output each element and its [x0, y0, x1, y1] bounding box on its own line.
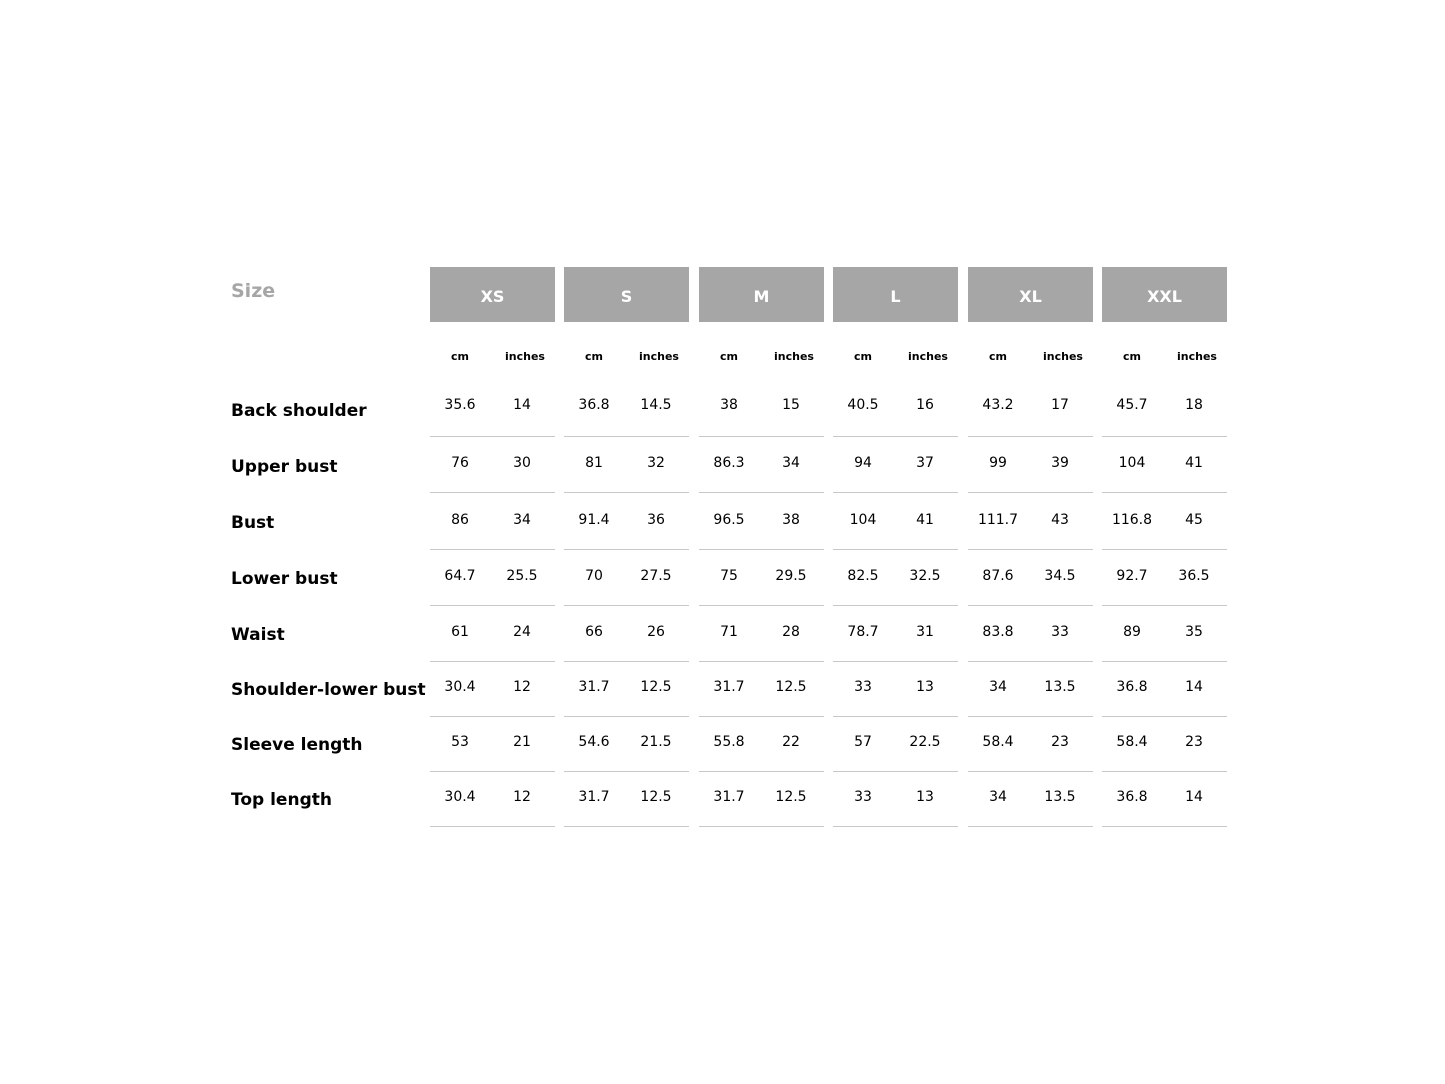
cell-inches: 31	[916, 624, 934, 640]
cell-cm: 104	[1118, 455, 1146, 471]
unit-label-cm: cm	[989, 350, 1007, 363]
cell-inches: 13	[916, 789, 934, 805]
cell-inches: 23	[1051, 734, 1069, 750]
cell-inches: 12.5	[775, 679, 807, 695]
cell-cm: 87.6	[982, 568, 1014, 584]
cell-cm: 86.3	[713, 455, 745, 471]
cell-inches: 12.5	[775, 789, 807, 805]
row-divider	[968, 826, 1093, 827]
cell-inches: 14	[1185, 789, 1203, 805]
cell-cm: 91.4	[578, 512, 610, 528]
row-divider	[833, 436, 958, 437]
cell-cm: 40.5	[847, 397, 879, 413]
size-header-xl: XL	[968, 267, 1093, 322]
cell-cm: 53	[451, 734, 469, 750]
row-divider	[699, 605, 824, 606]
cell-cm: 83.8	[982, 624, 1014, 640]
cell-inches: 24	[513, 624, 531, 640]
cell-inches: 21.5	[640, 734, 672, 750]
unit-label-inches: inches	[639, 350, 679, 363]
row-label: Lower bust	[231, 569, 338, 589]
cell-cm: 86	[451, 512, 469, 528]
cell-inches: 16	[916, 397, 934, 413]
cell-cm: 76	[451, 455, 469, 471]
cell-inches: 43	[1051, 512, 1069, 528]
cell-inches: 12	[513, 789, 531, 805]
row-divider	[430, 716, 555, 717]
cell-cm: 55.8	[713, 734, 745, 750]
cell-inches: 23	[1185, 734, 1203, 750]
cell-cm: 99	[989, 455, 1007, 471]
cell-inches: 33	[1051, 624, 1069, 640]
row-divider	[833, 549, 958, 550]
cell-cm: 31.7	[713, 679, 745, 695]
row-divider	[833, 605, 958, 606]
row-divider	[430, 771, 555, 772]
size-header-l: L	[833, 267, 958, 322]
size-header-xxl: XXL	[1102, 267, 1227, 322]
row-divider	[564, 492, 689, 493]
cell-inches: 26	[647, 624, 665, 640]
cell-cm: 30.4	[444, 679, 476, 695]
unit-label-cm: cm	[585, 350, 603, 363]
row-divider	[833, 771, 958, 772]
cell-inches: 29.5	[775, 568, 807, 584]
row-divider	[564, 436, 689, 437]
unit-label-inches: inches	[1177, 350, 1217, 363]
cell-inches: 41	[916, 512, 934, 528]
cell-cm: 58.4	[1116, 734, 1148, 750]
cell-inches: 34	[513, 512, 531, 528]
cell-cm: 64.7	[444, 568, 476, 584]
cell-inches: 41	[1185, 455, 1203, 471]
cell-cm: 96.5	[713, 512, 745, 528]
cell-inches: 28	[782, 624, 800, 640]
unit-label-inches: inches	[1043, 350, 1083, 363]
row-divider	[699, 826, 824, 827]
unit-label-cm: cm	[854, 350, 872, 363]
row-divider	[564, 826, 689, 827]
unit-label-inches: inches	[908, 350, 948, 363]
cell-cm: 57	[854, 734, 872, 750]
cell-inches: 17	[1051, 397, 1069, 413]
size-title: Size	[231, 280, 276, 302]
cell-inches: 12.5	[640, 789, 672, 805]
row-divider	[699, 661, 824, 662]
cell-cm: 82.5	[847, 568, 879, 584]
cell-cm: 31.7	[578, 789, 610, 805]
size-header-xs: XS	[430, 267, 555, 322]
row-divider	[968, 771, 1093, 772]
row-divider	[699, 492, 824, 493]
cell-cm: 66	[585, 624, 603, 640]
cell-inches: 36	[647, 512, 665, 528]
cell-inches: 14.5	[640, 397, 672, 413]
cell-inches: 34.5	[1044, 568, 1076, 584]
row-label: Shoulder-lower bust	[231, 680, 426, 700]
cell-cm: 78.7	[847, 624, 879, 640]
row-divider	[968, 436, 1093, 437]
cell-cm: 58.4	[982, 734, 1014, 750]
cell-inches: 39	[1051, 455, 1069, 471]
cell-inches: 37	[916, 455, 934, 471]
row-divider	[430, 492, 555, 493]
cell-cm: 75	[720, 568, 738, 584]
cell-cm: 92.7	[1116, 568, 1148, 584]
unit-label-inches: inches	[505, 350, 545, 363]
row-divider	[968, 716, 1093, 717]
cell-inches: 32	[647, 455, 665, 471]
cell-inches: 35	[1185, 624, 1203, 640]
cell-cm: 81	[585, 455, 603, 471]
row-label: Top length	[231, 790, 332, 810]
row-divider	[1102, 549, 1227, 550]
row-divider	[430, 661, 555, 662]
cell-inches: 12	[513, 679, 531, 695]
cell-cm: 30.4	[444, 789, 476, 805]
size-header-s: S	[564, 267, 689, 322]
row-divider	[430, 605, 555, 606]
cell-inches: 13.5	[1044, 789, 1076, 805]
cell-inches: 45	[1185, 512, 1203, 528]
cell-cm: 45.7	[1116, 397, 1148, 413]
cell-cm: 33	[854, 679, 872, 695]
row-divider	[564, 605, 689, 606]
cell-cm: 116.8	[1111, 512, 1153, 528]
row-divider	[968, 549, 1093, 550]
row-divider	[1102, 826, 1227, 827]
row-divider	[1102, 605, 1227, 606]
row-divider	[430, 826, 555, 827]
row-divider	[1102, 492, 1227, 493]
row-divider	[833, 661, 958, 662]
cell-inches: 14	[1185, 679, 1203, 695]
cell-cm: 34	[989, 679, 1007, 695]
cell-inches: 32.5	[909, 568, 941, 584]
row-divider	[699, 549, 824, 550]
row-divider	[1102, 716, 1227, 717]
row-divider	[1102, 771, 1227, 772]
cell-inches: 22.5	[909, 734, 941, 750]
cell-inches: 30	[513, 455, 531, 471]
cell-inches: 36.5	[1178, 568, 1210, 584]
cell-cm: 104	[849, 512, 877, 528]
row-divider	[564, 716, 689, 717]
cell-inches: 15	[782, 397, 800, 413]
cell-cm: 71	[720, 624, 738, 640]
cell-cm: 54.6	[578, 734, 610, 750]
cell-inches: 14	[513, 397, 531, 413]
cell-cm: 89	[1123, 624, 1141, 640]
cell-cm: 36.8	[1116, 789, 1148, 805]
cell-inches: 34	[782, 455, 800, 471]
cell-cm: 70	[585, 568, 603, 584]
unit-label-cm: cm	[451, 350, 469, 363]
row-divider	[430, 436, 555, 437]
unit-label-cm: cm	[720, 350, 738, 363]
cell-cm: 43.2	[982, 397, 1014, 413]
row-divider	[968, 492, 1093, 493]
cell-cm: 61	[451, 624, 469, 640]
cell-cm: 31.7	[713, 789, 745, 805]
cell-inches: 21	[513, 734, 531, 750]
cell-cm: 34	[989, 789, 1007, 805]
row-label: Sleeve length	[231, 735, 363, 755]
cell-cm: 94	[854, 455, 872, 471]
cell-cm: 38	[720, 397, 738, 413]
row-divider	[564, 549, 689, 550]
row-divider	[968, 661, 1093, 662]
row-divider	[699, 436, 824, 437]
row-divider	[1102, 436, 1227, 437]
cell-inches: 25.5	[506, 568, 538, 584]
row-divider	[699, 716, 824, 717]
row-divider	[699, 771, 824, 772]
cell-inches: 13.5	[1044, 679, 1076, 695]
cell-cm: 36.8	[578, 397, 610, 413]
row-label: Back shoulder	[231, 401, 367, 421]
row-divider	[430, 549, 555, 550]
cell-inches: 27.5	[640, 568, 672, 584]
row-divider	[968, 605, 1093, 606]
cell-inches: 12.5	[640, 679, 672, 695]
row-label: Bust	[231, 513, 275, 533]
unit-label-cm: cm	[1123, 350, 1141, 363]
cell-inches: 22	[782, 734, 800, 750]
row-label: Waist	[231, 625, 285, 645]
cell-cm: 31.7	[578, 679, 610, 695]
cell-inches: 18	[1185, 397, 1203, 413]
row-divider	[564, 771, 689, 772]
row-divider	[1102, 661, 1227, 662]
row-label: Upper bust	[231, 457, 338, 477]
cell-cm: 36.8	[1116, 679, 1148, 695]
cell-cm: 33	[854, 789, 872, 805]
row-divider	[833, 826, 958, 827]
row-divider	[833, 492, 958, 493]
cell-cm: 111.7	[977, 512, 1019, 528]
cell-inches: 13	[916, 679, 934, 695]
cell-inches: 38	[782, 512, 800, 528]
unit-label-inches: inches	[774, 350, 814, 363]
row-divider	[564, 661, 689, 662]
row-divider	[833, 716, 958, 717]
size-header-m: M	[699, 267, 824, 322]
cell-cm: 35.6	[444, 397, 476, 413]
